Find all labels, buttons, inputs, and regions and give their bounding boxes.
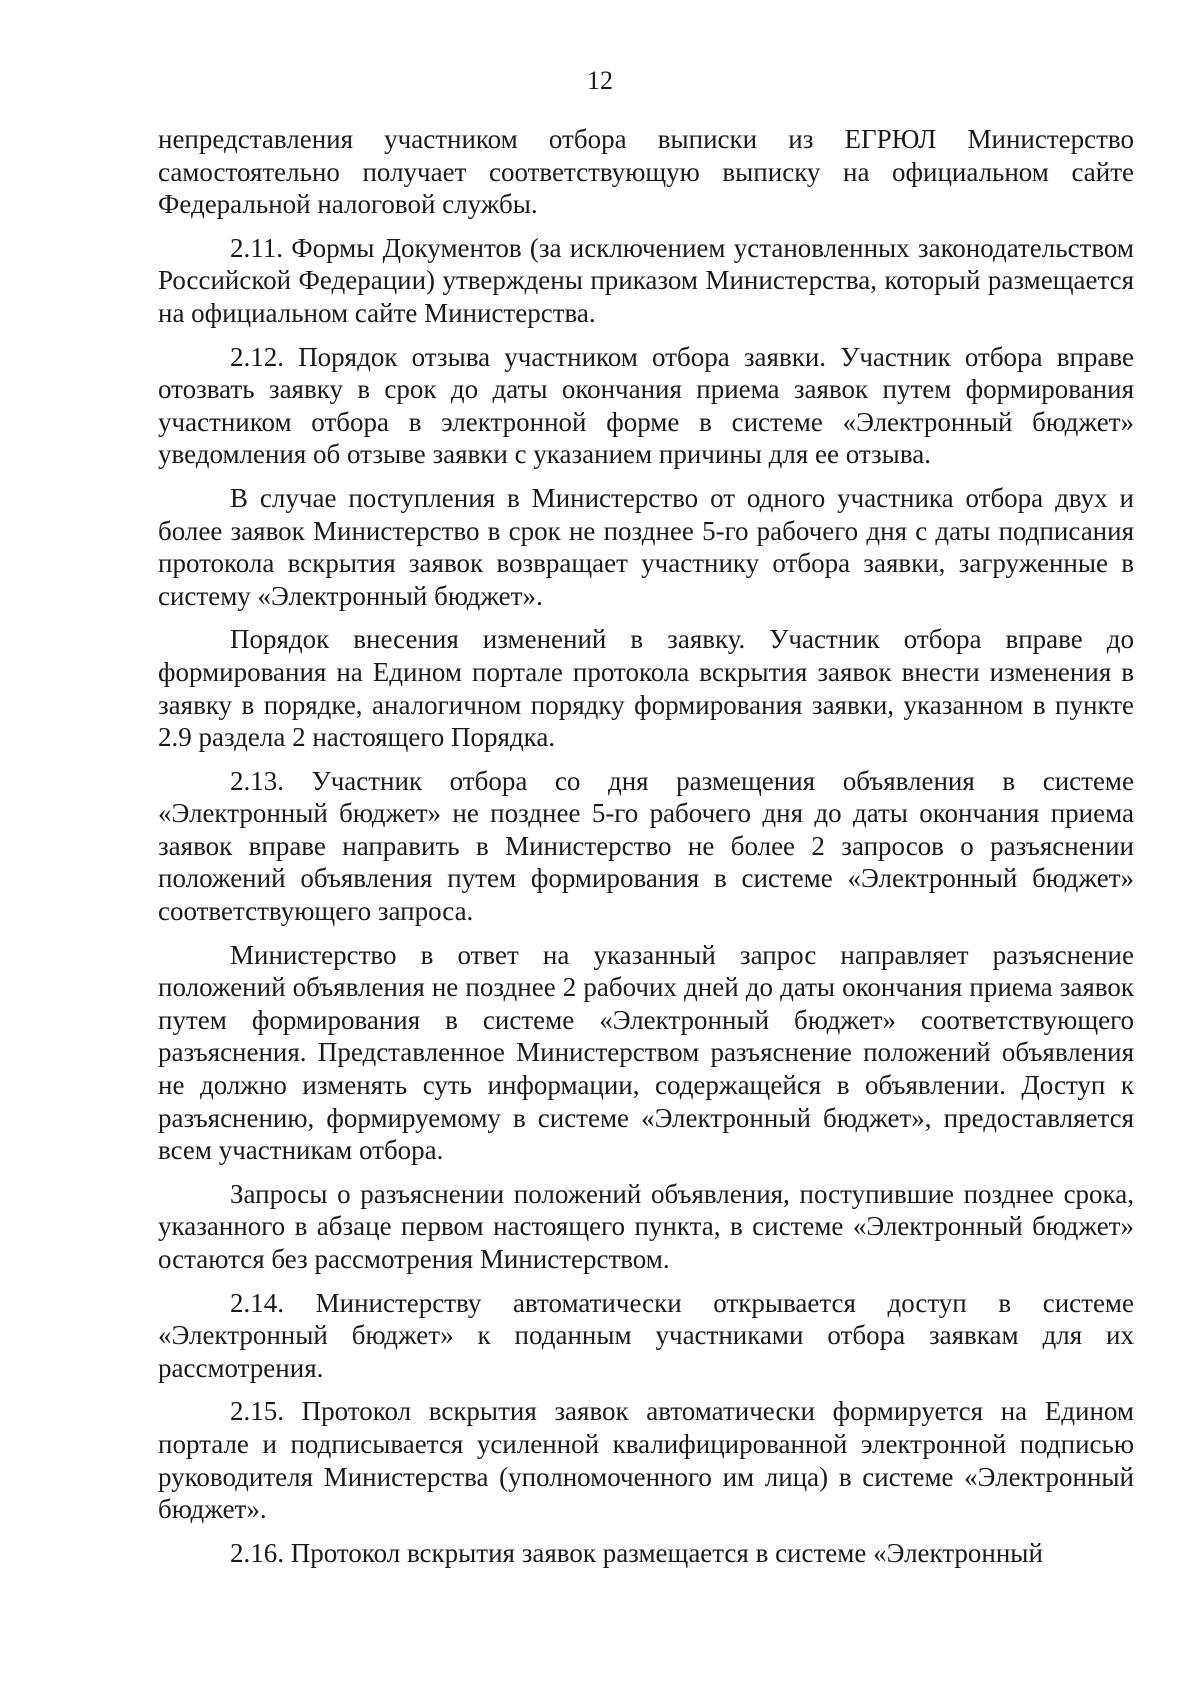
paragraph-ministry-response: Министерство в ответ на указанный запрос направляет разъяснение положений объявления не позднее 2 рабочих дней до даты окончания приема заявок путем формирования в системе «Электронный бюджет» соответствующего разъяснения. Представленное Министерством разъяснение положений объявления не должно изменять суть информации, содержащейся в объявлении. Доступ к разъяснению, формируемому в системе «Электронный бюджет», предоставляется всем участникам отбора. — [158, 939, 1134, 1166]
paragraph-2-14: 2.14. Министерству автоматически открывается доступ в системе «Электронный бюджет» к поданным участниками отбора заявкам для их рассмотрения. — [158, 1287, 1134, 1383]
document-body — [158, 123, 1134, 1580]
paragraph-2-11: 2.11. Формы Документов (за исключением установленных законодательством Российской Федерации) утверждены приказом Министерства, который размещается на официальном сайте Министерства. — [158, 232, 1134, 328]
paragraph-late-requests: Запросы о разъяснении положений объявления, поступившие позднее срока, указанного в абзаце первом настоящего пункта, в системе «Электронный бюджет» остаются без рассмотрения Министерством. — [158, 1178, 1134, 1274]
paragraph-2-16: 2.16. Протокол вскрытия заявок размещается в системе «Электронный — [230, 1537, 1043, 1568]
paragraph-2-13: 2.13. Участник отбора со дня размещения объявления в системе «Электронный бюджет» не позднее 5-го рабочего дня до даты окончания приема заявок вправе направить в Министерство не более 2 запросов о разъяснении положений объявления путем формирования в системе «Электронный бюджет» соответствующего запроса. — [158, 765, 1134, 927]
page-number: 12 — [587, 66, 613, 95]
paragraph-duplicate-applications: В случае поступления в Министерство от одного участника отбора двух и более заявок Министерство в срок не позднее 5-го рабочего дня с даты подписания протокола вскрытия заявок возвращает участнику отбора заявки, загруженные в систему «Электронный бюджет». — [158, 482, 1134, 611]
paragraph-egrul-extract: непредставления участником отбора выписки из ЕГРЮЛ Министерство самостоятельно получает соответствующую выписку на официальном сайте Федеральной налоговой службы. — [158, 124, 1134, 220]
paragraph-2-15: 2.15. Протокол вскрытия заявок автоматически формируется на Едином портале и подписывается усиленной квалифицированной электронной подписью руководителя Министерства (уполномоченного им лица) в системе «Электронный бюджет». — [158, 1396, 1134, 1525]
paragraph-2-12: 2.12. Порядок отзыва участником отбора заявки. Участник отбора вправе отозвать заявку в срок до даты окончания приема заявок путем формирования участником отбора в электронной форме в системе «Электронный бюджет» уведомления об отзыве заявки с указанием причины для ее отзыва. — [158, 341, 1134, 470]
paragraph-application-changes: Порядок внесения изменений в заявку. Участник отбора вправе до формирования на Едином портале протокола вскрытия заявок внести изменения в заявку в порядке, аналогичном порядку формирования заявки, указанном в пункте 2.9 раздела 2 настоящего Порядка. — [158, 624, 1134, 753]
